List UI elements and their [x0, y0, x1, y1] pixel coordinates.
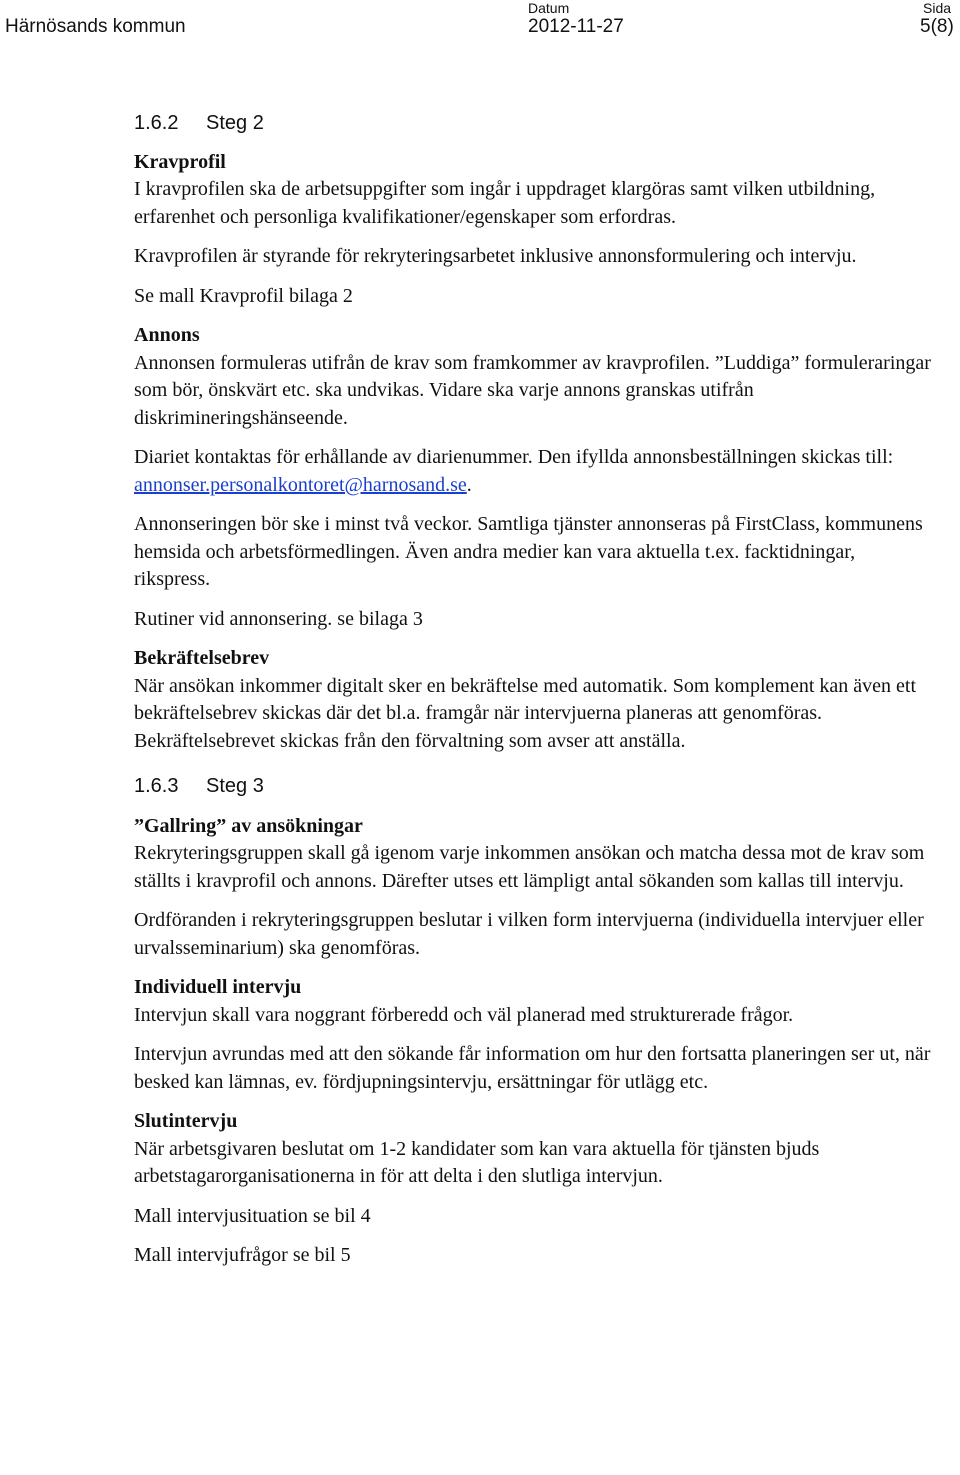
section-heading-step2: [134, 110, 934, 138]
paragraph-annons-1: Annonsen formuleras utifrån de krav som framkommer av kravprofilen. ”Luddiga” formuleraringar som bör, önskvärt etc. ska undvikas. Vidare ska varje annons granskas utifrån diskrimineringshänseende.: [134, 351, 931, 429]
paragraph-mall-2: Mall intervjufrågor se bil 5: [134, 1244, 351, 1266]
document-body: [134, 110, 934, 1270]
section-title: Steg 2: [206, 112, 264, 134]
email-link[interactable]: annonser.personalkontoret@harnosand.se: [134, 473, 467, 496]
page-label: Sida: [923, 0, 952, 16]
section-number: 1.6.3: [134, 775, 179, 797]
paragraph-mall-1: Mall intervjusituation se bil 4: [134, 1204, 371, 1227]
paragraph-kravprofil-2: Kravprofilen är styrande för rekryteringsarbetet inklusive annonsformulering och intervju.: [134, 245, 857, 267]
subheading-kravprofil: Kravprofil: [134, 150, 226, 173]
paragraph-individuell-1: Intervjun skall vara noggrant förberedd och väl planerad med strukturerade frågor.: [134, 1003, 794, 1026]
subheading-bekraftelsebrev: Bekräftelsebrev: [134, 647, 270, 669]
annons-text: Diariet kontaktas för erhållande av diarienummer. Den ifyllda annonsbeställningen skickas till:: [134, 446, 894, 468]
page-number: 5(8): [920, 16, 954, 37]
paragraph-kravprofil-3: Se mall Kravprofil bilaga 2: [134, 284, 353, 307]
subheading-gallring: ”Gallring” av ansökningar: [134, 814, 363, 837]
date-label: Datum: [528, 0, 570, 16]
organization-name: Härnösands kommun: [5, 16, 186, 37]
paragraph-annons-4: Rutiner vid annonsering. se bilaga 3: [134, 607, 423, 630]
paragraph-kravprofil-1: I kravprofilen ska de arbetsuppgifter som ingår i uppdraget klargöras samt vilken utbildning, erfarenhet och personliga kvalifikationer/egenskaper som erfordras.: [134, 178, 876, 228]
paragraph-annons-3: Annonseringen bör ske i minst två veckor. Samtliga tjänster annonseras på FirstClass, kommunens hemsida och arbetsförmedlingen. Även andra medier kan vara aktuella t.ex. facktidningar, rikspress.: [134, 513, 923, 590]
paragraph-bekraftelse-1: När ansökan inkommer digitalt sker en bekräftelse med automatik. Som komplement kan även ett bekräftelsebrev skickas där det bl.a. framgår när intervjuerna planeras att genomföras. Bekräftelsebrevet skickas från den förvaltning som avser att anställa.: [134, 674, 917, 752]
section-number: 1.6.2: [134, 112, 179, 134]
page-header: [0, 0, 960, 44]
paragraph-annons-2: [134, 444, 934, 499]
date-value: 2012-11-27: [528, 16, 624, 37]
paragraph-gallring-1: Rekryteringsgruppen skall gå igenom varje inkommen ansökan och matcha dessa mot de krav som ställts i kravprofil och annons. Därefter utses ett lämpligt antal sökanden som kallas till intervju.: [134, 842, 925, 892]
subheading-individuell-intervju: Individuell intervju: [134, 976, 302, 998]
subheading-annons: Annons: [134, 324, 200, 346]
section-heading-step3: [134, 773, 934, 801]
paragraph-slutintervju-1: När arbetsgivaren beslutat om 1-2 kandidater som kan vara aktuella för tjänsten bjuds arbetstagarorganisationerna in för att delta i den slutliga intervjun.: [134, 1137, 820, 1187]
section-title: Steg 3: [206, 775, 264, 797]
subheading-slutintervju: Slutintervju: [134, 1110, 238, 1132]
paragraph-individuell-2: Intervjun avrundas med att den sökande får information om hur den fortsatta planeringen ser ut, när besked kan lämnas, ev. fördjupningsintervju, ersättningar för utlägg etc.: [134, 1043, 931, 1093]
paragraph-gallring-2: Ordföranden i rekryteringsgruppen beslutar i vilken form intervjuerna (individuella intervjuer eller urvalsseminarium) ska genomföras.: [134, 909, 924, 959]
annons-text-end: .: [466, 473, 472, 496]
